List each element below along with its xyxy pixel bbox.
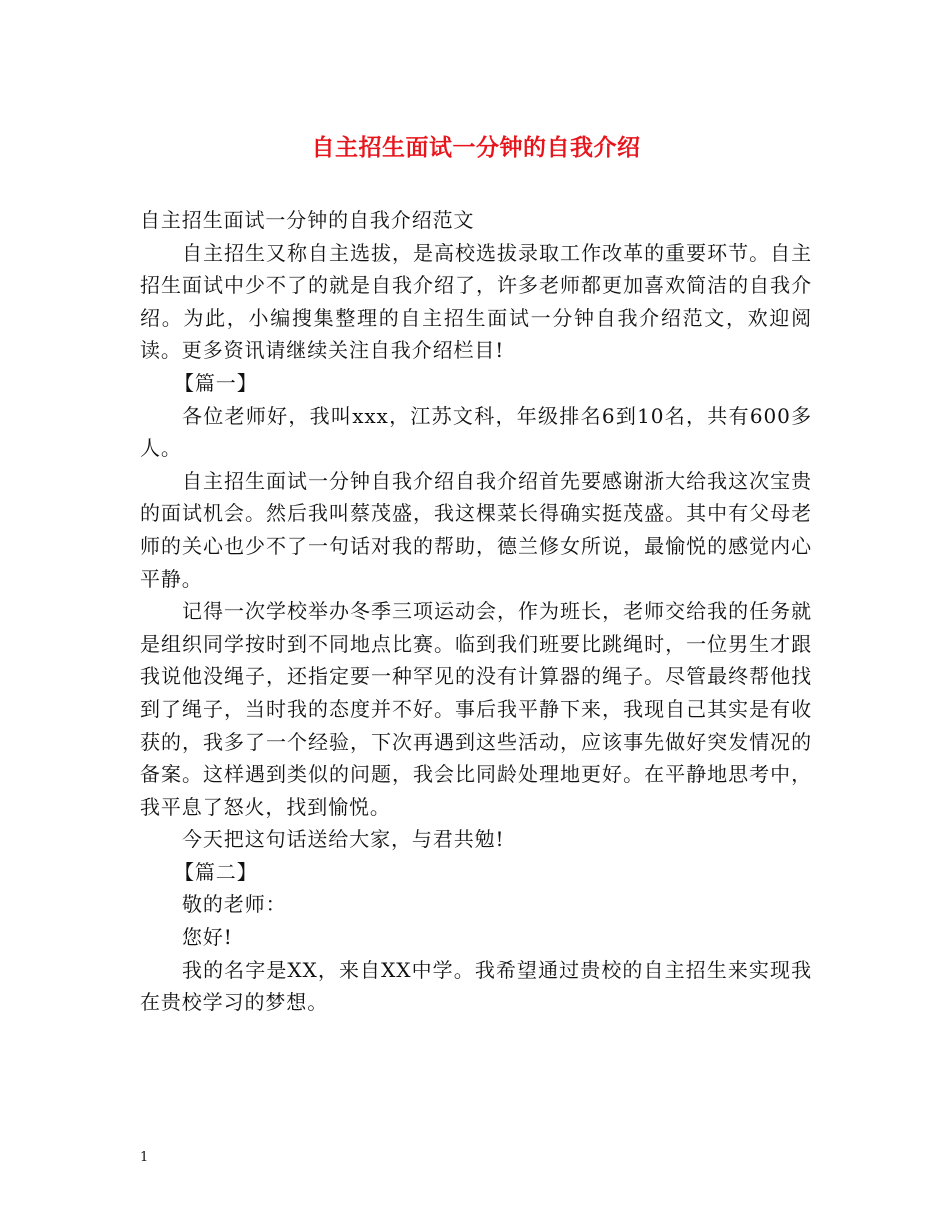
body-paragraph: 记得一次学校举办冬季三项运动会，作为班长，老师交给我的任务就是组织同学按时到不同地点比赛。临到我们班要比跳绳时，一位男生才跟我说他没绳子，还指定要一种罕见的没有计算器的绳子。尽管最终帮他找到了绳子，当时我的态度并不好。事后我平静下来，我现自己其实是有收获的，我多了一个经验，下次再遇到这些活动，应该事先做好突发情况的备案。这样遇到类似的问题，我会比同龄处理地更好。在平静地思考中，我平息了怒火，找到愉悦。 [140,599,812,819]
page-number: 1 [140,1150,149,1165]
body-paragraph: 自主招生面试一分钟自我介绍自我介绍首先要感谢浙大给我这次宝贵的面试机会。然后我叫蔡茂盛，我这棵菜长得确实挺茂盛。其中有父母老师的关心也少不了一句话对我的帮助，德兰修女所说，最愉悦的感觉内心平静。 [140,468,812,591]
section-heading-1: 【篇一】 [174,370,258,395]
body-paragraph: 各位老师好，我叫xxx，江苏文科，年级排名6到10名，共有600多人。 [140,403,812,461]
salutation-paragraph: 敬的老师： [182,892,287,917]
section-heading-2: 【篇二】 [174,859,258,884]
document-title: 自主招生面试一分钟的自我介绍 [311,134,641,161]
intro-paragraph: 自主招生又称自主选拔，是高校选拔录取工作改革的重要环节。自主招生面试中少不了的就是自我介绍了，许多老师都更加喜欢简洁的自我介绍。为此，小编搜集整理的自主招生面试一分钟自我介绍范文，欢迎阅读。更多资讯请继续关注自我介绍栏目! [140,240,812,363]
document-body [140,204,812,1019]
subtitle-paragraph: 自主招生面试一分钟的自我介绍范文 [140,208,475,232]
greeting-paragraph: 您好! [182,925,233,950]
body-paragraph: 我的名字是XX，来自XX中学。我希望通过贵校的自主招生来实现我在贵校学习的梦想。 [140,957,812,1015]
body-paragraph: 今天把这句话送给大家，与君共勉! [182,827,505,852]
